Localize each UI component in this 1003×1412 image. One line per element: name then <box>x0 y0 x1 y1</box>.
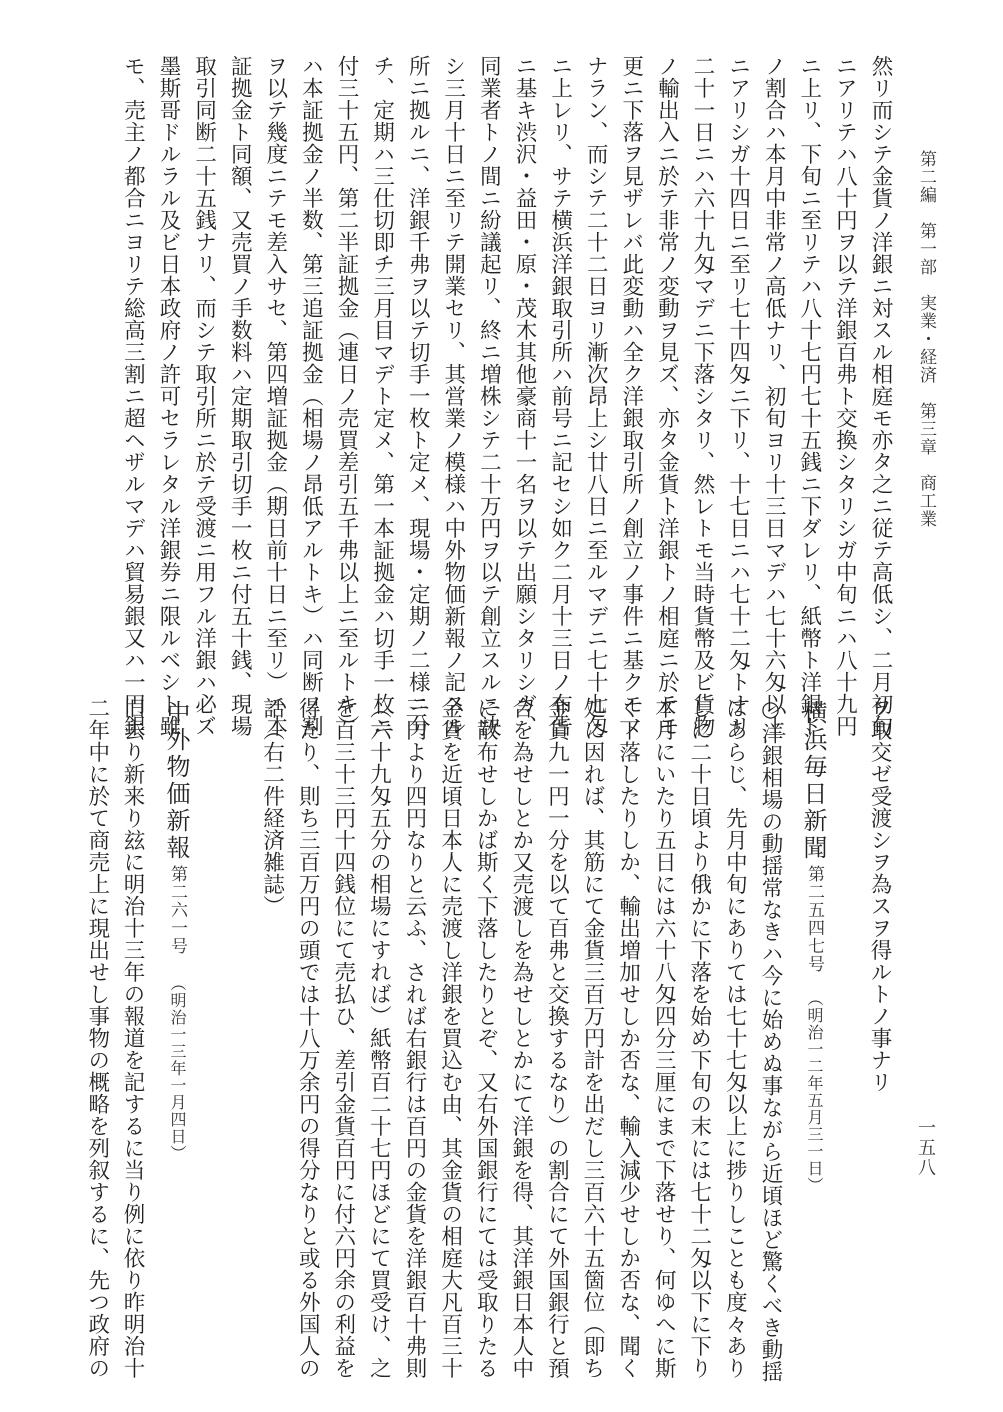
text-column: ニアリテハ八十円ヲ以テ洋銀百弗ト交換シタリシガ中旬ニハ八十九円 <box>832 55 858 737</box>
continuation-line: ヲ取交ゼ受渡シヲ為スヲ得ルトノ事ナリ <box>867 697 892 1093</box>
page-number: 一五八 <box>915 1118 936 1178</box>
text-column: ノ割合ハ本月中非常ノ高低ナリ、初旬ヨリ十三日マデハ七十六匁以上 <box>761 55 787 737</box>
text-column: 同業者トノ間ニ紛議起リ、終ニ増株シテ二十万円ヲ以テ創立スルニ決 <box>476 55 502 737</box>
article1-source: 横浜毎日新聞 <box>799 700 827 862</box>
article1-text-column: 話（右二件経済雑誌） <box>259 697 285 917</box>
article1-text-column: を百三十三円十四銭位にて売払ひ、差引金貨百円に付六円余の利益を <box>330 697 356 1379</box>
text-column: ノ輸出入ニ於テ非常ノ変動ヲ見ズ、亦タ金貨ト洋銀トノ相庭ニ於テモ <box>654 55 680 737</box>
article1-text-column: 処に因れば、其筋にて金貨三百万円計を出だし三百六十五箇位（即ち <box>580 697 605 1379</box>
article2-date: （明治一三年一月四日） <box>168 975 187 1162</box>
text-column: チ、定期ハ三仕切即チ三月目マデト定メ、第一本証拠金ハ切手一枚ニ <box>369 55 395 737</box>
text-column: シ三月十日ニ至リテ開業セリ、其営業ノ模様ハ中外物価新報ノ記スル <box>440 55 466 737</box>
text-column: モ、売主ノ都合ニヨリテ総高三割ニ超ヘザルマデハ貿易銀又ハ一円銀 <box>120 55 146 737</box>
article1-date: （明治一二年五月三一日） <box>805 990 824 1194</box>
article1-text-column: 本月にいたり五日には六十八匁四分三厘にまで下落せり、何ゆへに斯 <box>651 697 677 1379</box>
text-column: ナラン、而シテ二十二日ヨリ漸次昂上シ廿八日ニ至ルマデニ七十七匁 <box>583 55 609 737</box>
article1-text-column: 得たり、則ち三百万円の頭では十八万余円の得分なりと或る外国人の <box>295 697 321 1379</box>
text-column: 更ニ下落ヲ見ザレバ此変動ハ全ク洋銀取引所ノ創立ノ事件ニ基クモノ <box>618 55 644 737</box>
text-column: ニ上リ、下旬ニ至リテハ八十七円七十五銭ニ下ダレリ、紙幣ト洋銀ト <box>796 55 822 737</box>
article2-source: 中外物価新報 <box>162 700 190 862</box>
text-column: 証拠金ト同額、又売買ノ手数料ハ定期取引切手一枚ニ付五十銭、現場 <box>227 55 253 737</box>
text-column: ハ本証拠金ノ半数、第三追証拠金（相場ノ昂低アルトキ）ハ同断ノ割 <box>298 55 324 737</box>
text-column: 墨斯哥ドルラル及ビ日本政府ノ許可セラレタル洋銀券ニ限ルベシト雖 <box>156 55 181 737</box>
article1-text-column: く下落したりしか、輸出増加せしか否な、輸入減少せしか否な、聞く <box>615 697 641 1379</box>
article2-text-column: 二年中に於て商売上に現出せし事物の概略を列叙するに、先つ政府の <box>84 697 110 1379</box>
running-header: 第二編 第一部 実業・経済 第三章 商工業 <box>916 150 936 528</box>
article1-issue: 第二五四七号 <box>804 865 824 973</box>
article1-text-column: しに二十日頃より俄かに下落を始め下旬の末には七十二匁以下に下り <box>686 697 712 1379</box>
article1-text-column: 三円より四円なりと云ふ、されば右銀行は百円の金貨を洋銀百十弗則 <box>402 697 427 1379</box>
article1-text-column: 合を為せしとか又売渡しを為せしとかにて洋銀を得、其洋銀日本人中 <box>508 697 534 1379</box>
article1-text-column: に散布せしかば斯く下落したりとぞ、又右外国銀行にては受取りたる <box>473 697 499 1379</box>
text-column: ニ基キ渋沢・益田・原・茂木其他豪商十一名ヲ以テ出願シタリシガ、 <box>512 55 537 737</box>
text-column: 付三十五円、第二半証拠金（連日ノ売買差引五千弗以上ニ至ルトキ） <box>334 55 359 737</box>
article1-text-column: ○洋銀相場の動揺常なきハ今に始めぬ事ながら近頃ほど驚くべき動揺 <box>758 697 783 1383</box>
text-column: ニアリシガ十四日ニ至リ七十四匁ニ下リ、十七日ニハ七十二匁トナリ <box>725 55 751 737</box>
article2-text-column: 旧去り新来り玆に明治十三年の報道を記するに当り例に依り昨明治十 <box>120 697 145 1379</box>
text-column: 然リ而シテ金貨ノ洋銀ニ対スル相庭モ亦タ之ニ従テ高低シ、二月初旬 <box>868 55 893 737</box>
text-column: 所ニ拠ルニ、洋銀千弗ヲ以テ切手一枚ト定メ、現場・定期ノ二様ニ分 <box>405 55 431 737</box>
text-column: 取引同断二十五銭ナリ、而シテ取引所ニ於テ受渡ニ用フル洋銀ハ必ズ <box>191 55 217 737</box>
text-column: ニ上レリ、サテ横浜洋銀取引所ハ前号ニ記セシ如ク二月十三日ノ布告 <box>547 55 573 737</box>
article1-text-column: （六十九匁五分の相場にすれば）紙幣百二十七円ほどにて買受け、之 <box>366 697 392 1379</box>
article2-issue: 第二六一号 <box>167 865 187 955</box>
text-column: 二十一日ニハ六十九匁マデニ下落シタリ、然レトモ当時貨幣及ビ貨物 <box>690 55 715 737</box>
article1-text-column: はあらじ、先月中旬にありては七十七匁以上に捗りしことも度々あり <box>722 697 748 1379</box>
article1-text-column: 金貨を近頃日本人に売渡し洋銀を買込む由、其金貨の相庭大凡百三十 <box>437 697 463 1379</box>
article1-text-column: 金貨九一円一分を以て百弗と交換するなり）の割合にて外国銀行と預 <box>544 697 570 1379</box>
text-column: ヲ以テ幾度ニテモ差入サセ、第四増証拠金（期日前十日ニ至リ）ハ本 <box>262 55 288 737</box>
